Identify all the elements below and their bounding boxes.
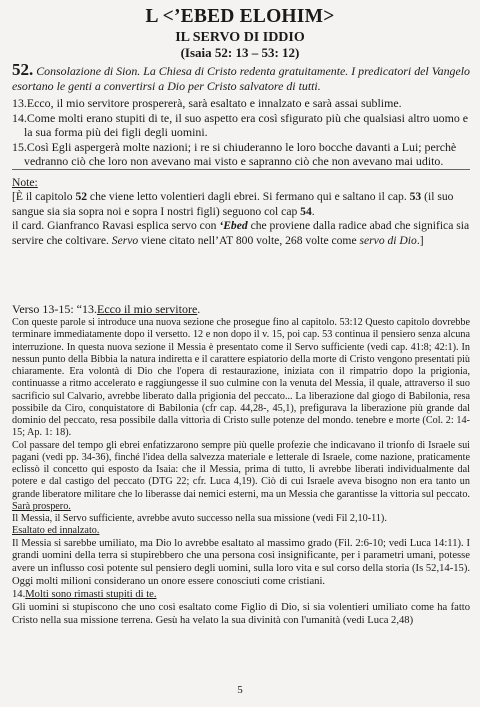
verse-list — [12, 96, 470, 169]
note-section — [12, 176, 470, 248]
verse-13: 13.Ecco, il mio servitore prospererà, sarà esaltato e innalzato e sarà assai sublime. — [12, 96, 402, 110]
commentary-paragraph-3: Il Messia, il Servo sufficiente, avrebbe avuto successo nella sua missione (vedi Fil 2,10-11). — [12, 513, 387, 524]
commentary-section — [12, 302, 470, 628]
note-heading: Note: — [12, 176, 38, 189]
commentary-paragraph-2: Col passare del tempo gli ebrei enfatizzarono sempre più quelle profezie che indicavano il trionfo di Israele sui pagani (vedi pp. 34-36), finché l'idea della salvezza materiale e letterale di Israele, come nazione, praticamente eclissò il concetto qui esposto da Isaia: che il Messia, prima di tutto, li avrebbe liberati individualmente dal potere e dal castigo del peccato (DTG 22; cfr. Luca 4,19). Ciò di cui Israele aveva bisogno non era tanto un grande liberatore militare che lo liberasse dai nemici esterni, ma un Messia che garantisse la vittoria sul peccato. — [12, 439, 470, 500]
verse-14: 14.Come molti erano stupiti di te, il suo aspetto era così sfigurato più che qualsiasi altro uomo e la sua forma più dei figli degli uomini. — [12, 110, 469, 139]
chapter-number: 52. — [12, 60, 34, 79]
verse-heading: Verso 13-15: “13.Ecco il mio servitore. — [12, 302, 201, 316]
commentary-paragraph-1: Con queste parole si introduce una nuova sezione che prosegue fino al capitolo. 53:12 Questo capitolo dovrebbe terminare immediatamente dopo il versetto. 12 e non dopo il v. 15, poi cap. 53 continua il pensiero senza alcuna interruzione. In questa nuova sezione il Messia è presentato come il Servo sufficiente (vedi cap. 41:8; 42:1). In nessun punto della Bibbia la natura indiretta e il carattere espiatorio della morte di Cristo vengono presentati più chiaramente. Era volontà di Dio che l'opera di restaurazione, iniziata con il rimpatrio dopo la prigionia, continuasse a ritmo accelerato e raggiungesse il suo culmine con la venuta del Messia, il quale, attraverso il suo sacrificio sul Calvario, avrebbe liberato dalla prigionia del peccato... La liberazione dal giogo di Babilonia, resa possibile da Ciro, conquistatore di Babilonia (cfr cap. 44,28-, 45,1), prefigurava la liberazione più grande dal dominio del peccato, resa possibile dalla vittoria di Cristo sulle potenze del mondo. tenebre e morte (Col. 2: 14-15; Ap. 1: 18). — [12, 317, 470, 439]
page-subtitle: IL SERVO DI IDDIO — [175, 30, 305, 45]
note-paragraph-2: il card. Gianfranco Ravasi esplica servo con ‘Ebed che proviene dalla radice abad che significa sia servire che coltivare. Servo viene citato nell’AT 800 volte, 268 volte come servo di Dio.] — [12, 219, 470, 247]
commentary-paragraph-4: Il Messia si sarebbe umiliato, ma Dio lo avrebbe esaltato al massimo grado (Fil. 2:6-10; vedi Luca 14:11). I grandi uomini della terra si stupirebbero che una persona così insignificante, per i parametri umani, potesse avere un influsso così potente sul pensiero degli uomini, sulla loro vita e sul corso della storia (Is 52,14-15). Oggi molti milioni considerano un onore essere conosciuti come cristiani. — [12, 537, 470, 588]
verse-15: 15.Così Egli aspergerà molte nazioni; i re si chiuderanno le loro bocche davanti a Lui; perchè vedranno ciò che loro non avevano mai visto e sapranno ciò che non avevano mai udito. — [12, 139, 457, 168]
note-paragraph-1: [È il capitolo 52 che viene letto volentieri dagli ebrei. Si fermano qui e saltano il cap. 53 (il suo sangue sia sia sopra noi e sopra I nostri figli) seguono col cap 54. — [12, 190, 454, 218]
subheading-esaltato: Esaltato ed innalzato. — [12, 525, 100, 537]
page-title: L <’EBED ELOHIM> — [145, 6, 335, 27]
scripture-reference: (Isaia 52: 13 – 53: 12) — [180, 45, 300, 60]
page-number: 5 — [237, 684, 243, 696]
subheading-stupiti: 14.Molti sono rimasti stupiti di te. — [12, 589, 157, 601]
chapter-intro — [12, 60, 471, 93]
commentary-paragraph-5: Gli uomini si stupiscono che uno così esaltato come Figlio di Dio, si sia volentieri umiliato come ha fatto Cristo nella sua missione terrena. Gesù ha velato la sua divinità con l'umanità (vedi Luca 2,48) — [12, 602, 470, 626]
chapter-summary: Consolazione di Sion. La Chiesa di Cristo redenta gratuitamente. I predicatori del Vangelo esortano le genti a convertirsi a Dio per Cristo salvatore di tutti. — [12, 64, 471, 93]
divider — [12, 169, 470, 170]
subheading-prospero: Sarà prospero. — [12, 500, 71, 512]
